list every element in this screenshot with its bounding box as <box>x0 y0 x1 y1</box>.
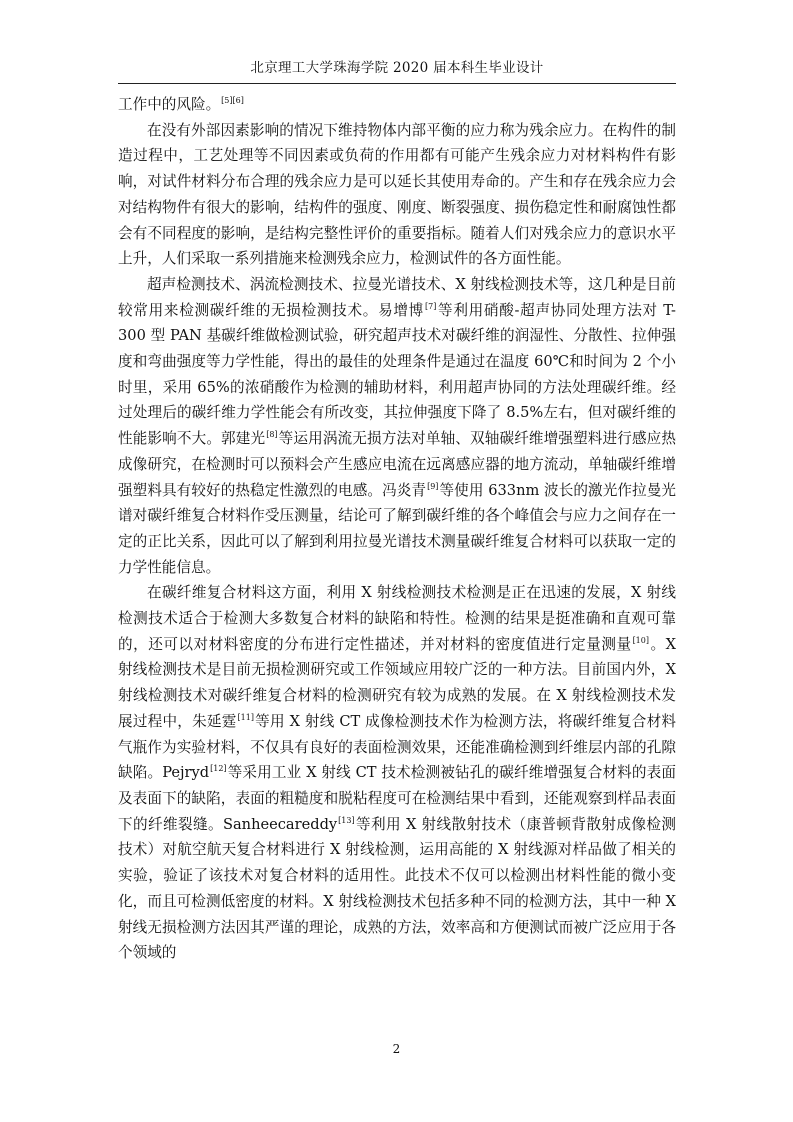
citation-ref: [11] <box>237 712 254 722</box>
paragraph-text: 在没有外部因素影响的情况下维持物体内部平衡的应力称为残余应力。在构件的制造过程中，工艺处理等不同因素或负荷的作用都有可能产生残余应力对材料构件有影响，对试件材料分布合理的残余应力是可以延长其使用寿命的。产生和存在残余应力会对结构物件有很大的影响，结构件的强度、刚度、断裂强度、损伤稳定性和耐腐蚀性都会有不同程度的影响，是结构完整性评价的重要指标。随着人们对残余应力的意识水平上升，人们采取一系列措施来检测残余应力，检测试件的各方面性能。 <box>118 121 676 268</box>
paragraph-ndt-techniques <box>118 272 676 580</box>
paragraph-text: 超声检测技术、涡流检测技术、拉曼光谱技术、X 射线检测技术等，这几种是目前较常用来检测碳纤维的无损检测技术。易增博 <box>118 275 676 319</box>
citation-ref: [12] <box>210 764 227 774</box>
paragraph-text: 在碳纤维复合材料这方面，利用 X 射线检测技术检测是正在迅速的发展，X 射线检测技术适合于检测大多数复合材料的缺陷和特性。检测的结果是挺准确和直观可靠的，还可以对材料密度的分布进行定性描述，并对材料的密度值进行定量测量 <box>118 584 676 653</box>
paragraph-text: 等使用 633nm 波长的激光作拉曼光谱对碳纤维复合材料作受压测量，结论可了解到碳纤维的各个峰值会与应力之间存在一定的正比关系，因此可以了解到利用拉曼光谱技术测量碳纤维复合材料可以获取一定的力学性能信息。 <box>118 481 676 576</box>
paragraph-text: 。X 射线检测技术是目前无损检测研究或工作领域应用较广泛的一种方法。目前国内外，X 射线检测技术对碳纤维复合材料的检测研究有较为成熟的发展。在 X 射线检测技术发展过程中，朱延霆 <box>118 635 676 730</box>
citation-ref: [5][6] <box>221 96 244 105</box>
paragraph-text: 等采用工业 X 射线 CT 技术检测被钻孔的碳纤维增强复合材料的表面及表面下的缺陷，表面的粗糙度和脱粘程度可在检测结果中看到，还能观察到样品表面下的纤维裂缝。Sanheecareddy <box>118 764 676 833</box>
running-header: 北京理工大学珠海学院 2020 届本科生毕业设计 <box>250 60 544 76</box>
paragraph-text: 工作中的风险。 <box>118 96 221 113</box>
citation-ref: [8] <box>266 430 278 440</box>
paragraph-residual-stress <box>118 118 676 272</box>
paragraph-xray-inspection <box>118 580 676 966</box>
body-text <box>118 92 676 966</box>
paragraph-text: 等用 X 射线 CT 成像检测技术作为检测方法，将碳纤维复合材料气瓶作为实验材料，不仅具有良好的表面检测效果，还能准确检测到纤维层内部的孔隙缺陷。Pejryd <box>118 712 676 782</box>
page-number: 2 <box>392 1042 401 1056</box>
citation-ref: [13] <box>338 815 355 825</box>
paragraph-text: 等运用涡流无损方法对单轴、双轴碳纤维增强塑料进行感应热成像研究，在检测时可以预料会产生感应电流在远离感应器的地方流动，单轴碳纤维增强塑料具有较好的热稳定性激烈的电感。冯炎青 <box>118 430 676 499</box>
citation-ref: [10] <box>632 635 649 645</box>
paragraph-continuation <box>118 92 676 118</box>
citation-ref: [7] <box>424 301 437 311</box>
citation-ref: [9] <box>427 481 439 491</box>
paragraph-text: 等利用硝酸-超声协同处理方法对 T-300 型 PAN 基碳纤维做检测试验，研究超声技术对碳纤维的润湿性、分散性、拉伸强度和弯曲强度等力学性能，得出的最佳的处理条件是通过在温度 60℃和时间为 2 个小时里，采用 65%的浓硝酸作为检测的辅助材料，利用超声协同的方法处理碳纤维。经过处理后的碳纤维力学性能会有所改变，其拉伸强度下降了 8.5%左右，但对碳纤维的性能影响不大。郭建光 <box>118 301 676 448</box>
paragraph-text: 等利用 X 射线散射技术（康普顿背散射成像检测技术）对航空航天复合材料进行 X 射线检测，运用高能的 X 射线源对样品做了相关的实验，验证了该技术对复合材料的适用性。此技术不仅可以检测出材料性能的微小变化，而且可检测低密度的材料。X 射线检测技术包括多种不同的检测方法，其中一种 X 射线无损检测方法因其严谨的理论，成熟的方法，效率高和方便测试而被广泛应用于各个领域的 <box>118 815 677 962</box>
header-divider <box>118 83 676 84</box>
